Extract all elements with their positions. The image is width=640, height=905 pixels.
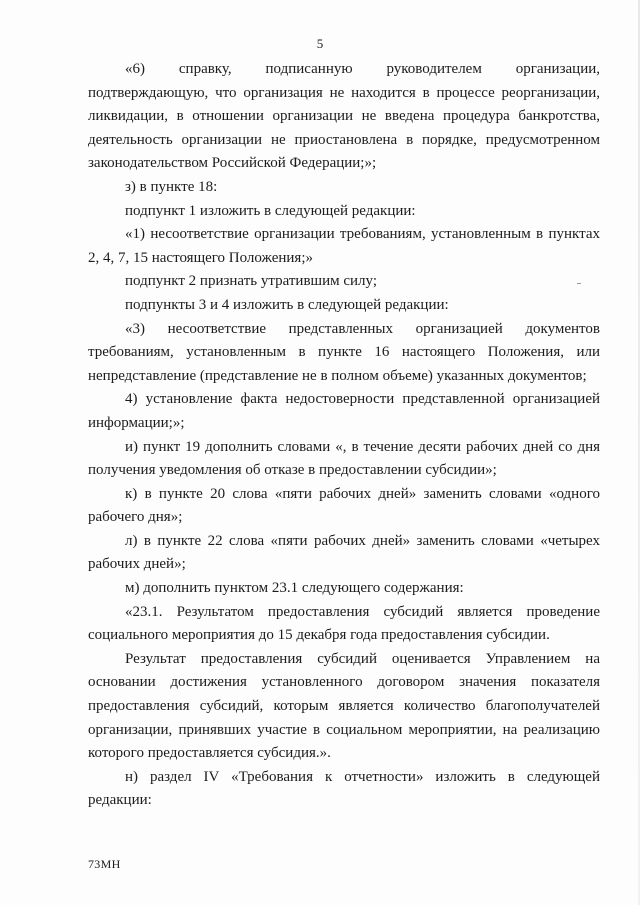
page-number: 5	[316, 36, 324, 51]
paragraph-6-certificate: «6) справку, подписанную руководителем организации, подтверждающую, что организация не находится в процессе реорганизации, ликвидации, в отношении организации не введена процедура банкротства, деятельность организации не приостановлена в порядке, предусмотренном законодательством Российской Федерации;»;	[88, 61, 600, 172]
document-footer-code: 73МН	[88, 857, 121, 871]
paragraph-n-section-iv: н) раздел IV «Требования к отчетности» изложить в следующей редакции:	[88, 768, 600, 809]
paragraph-m-item-23-1-intro: м) дополнить пунктом 23.1 следующего содержания:	[125, 580, 464, 597]
paragraph-subitem-2-void: подпункт 2 признать утратившим силу;	[125, 273, 377, 290]
paragraph-k-item-20: к) в пункте 20 слова «пяти рабочих дней» заменить словами «одного рабочего дня»;	[88, 485, 600, 526]
paragraph-subitems-3-4-intro: подпункты 3 и 4 изложить в следующей редакции:	[125, 296, 449, 313]
paragraph-z-item-18: з) в пункте 18:	[125, 178, 218, 195]
paragraph-result-evaluation: Результат предоставления субсидий оценивается Управлением на основании достижения установленного договором значения показателя предоставления субсидий, которым является количество благополучателей организации, принявших участие в социальном мероприятии, на реализацию которого предоставляется субсидия.».	[88, 650, 600, 762]
paragraph-subitem-3-text: «3) несоответствие представленных организацией документов требованиям, установленным в пункте 16 настоящего Положения, или непредставление (представление не в полном объеме) указанных документов;	[88, 320, 600, 384]
document-body	[88, 58, 600, 813]
paragraph-item-23-1-text: «23.1. Результатом предоставления субсидий является проведение социального мероприятия до 15 декабря года предоставления субсидии.	[88, 603, 600, 644]
paragraph-subitem-1-text: «1) несоответствие организации требованиям, установленным в пунктах 2, 4, 7, 15 настоящего Положения;»	[88, 226, 600, 266]
paragraph-subitem-4-text: 4) установление факта недостоверности представленной организацией информации;»;	[88, 391, 600, 431]
paragraph-i-item-19: и) пункт 19 дополнить словами «, в течение десяти рабочих дней со дня получения уведомления об отказе в предоставлении субсидии»;	[88, 438, 600, 479]
paragraph-l-item-22: л) в пункте 22 слова «пяти рабочих дней» заменить словами «четырех рабочих дней»;	[88, 532, 600, 573]
paragraph-subitem-1-intro: подпункт 1 изложить в следующей редакции:	[125, 202, 416, 219]
